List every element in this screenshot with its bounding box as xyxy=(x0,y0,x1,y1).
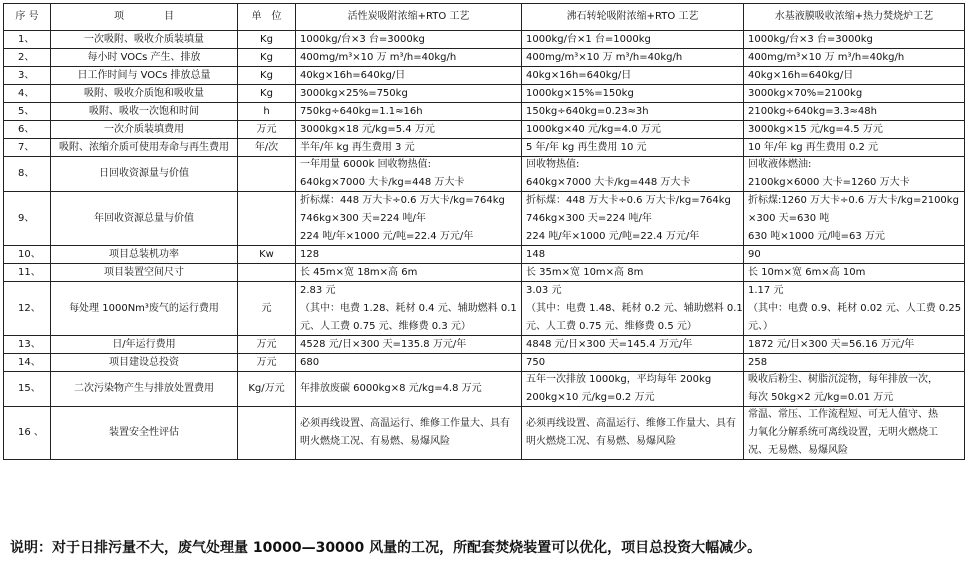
table-row xyxy=(4,246,965,264)
cell-line: 1000kg×15%=150kg xyxy=(526,87,634,99)
cell-activated-carbon-rto xyxy=(296,31,522,49)
row-unit: Kg xyxy=(238,85,296,103)
row-item: 每小时 VOCs 产生、排放 xyxy=(51,49,238,67)
row-unit xyxy=(238,192,296,246)
cell-line: 1000kg/台×1 台=1000kg xyxy=(526,33,651,45)
cell-line: 必须再线设置、高温运行、维修工作量大、具有 xyxy=(526,418,736,429)
row-unit: h xyxy=(238,103,296,121)
cell-water-membrane-incinerator xyxy=(744,139,965,157)
header-water-membrane-incinerator: 水基液膜吸收浓缩+热力焚烧炉工艺 xyxy=(744,4,965,31)
cell-line: 元、人工费 0.75 元、维修费 0.5 元） xyxy=(526,320,697,332)
cell-line: 折标煤：448 万大卡÷0.6 万大卡/kg=764kg xyxy=(300,194,505,206)
cell-line: 224 吨/年×1000 元/吨=22.4 万元/年 xyxy=(300,230,474,242)
row-item: 二次污染物产生与排放处置费用 xyxy=(51,372,238,407)
cell-activated-carbon-rto xyxy=(296,121,522,139)
cell-line: 750 xyxy=(526,356,546,368)
cell-activated-carbon-rto xyxy=(296,407,522,460)
cell-line: 元、） xyxy=(748,320,773,332)
cell-activated-carbon-rto xyxy=(296,67,522,85)
cell-zeolite-rotor-rto xyxy=(522,354,744,372)
cell-line: 1000kg/台×3 台=3000kg xyxy=(748,33,873,45)
cell-water-membrane-incinerator xyxy=(744,354,965,372)
cell-water-membrane-incinerator xyxy=(744,372,965,407)
cell-line: 258 xyxy=(748,356,768,368)
table-row xyxy=(4,264,965,282)
row-number: 11、 xyxy=(4,264,51,282)
cell-line: 40kg×16h=640kg/日 xyxy=(748,69,854,81)
explanatory-note: 说明：对于日排污量不大，废气处理量 10000—30000 风量的工况，所配套焚烧装置可以优化，项目总投资大幅减少。 xyxy=(10,540,762,556)
cell-line: 每次 50kg×2 元/kg=0.01 万元 xyxy=(748,392,894,403)
row-item: 吸附、吸收介质饱和吸收量 xyxy=(51,85,238,103)
cell-water-membrane-incinerator xyxy=(744,336,965,354)
table-header-row xyxy=(4,4,965,31)
row-item: 吸附、吸收一次饱和时间 xyxy=(51,103,238,121)
row-item: 项目总装机功率 xyxy=(51,246,238,264)
cell-line: 3.03 元 xyxy=(526,284,562,296)
cell-line: 元、人工费 0.75 元、维修费 0.3 元） xyxy=(300,320,471,332)
table-row xyxy=(4,282,965,336)
cell-line: 40kg×16h=640kg/日 xyxy=(300,69,406,81)
row-unit: 万元 xyxy=(238,354,296,372)
table-row xyxy=(4,121,965,139)
cell-line: （其中：电费 1.28、耗材 0.4 元、辅助燃料 0.1 xyxy=(300,302,517,314)
cell-water-membrane-incinerator xyxy=(744,246,965,264)
cell-line: 128 xyxy=(300,248,320,260)
table-row xyxy=(4,139,965,157)
cell-line: （其中：电费 0.9、耗材 0.02 元、人工费 0.25 xyxy=(748,302,962,314)
cell-water-membrane-incinerator xyxy=(744,103,965,121)
header-unit: 单 位 xyxy=(238,4,296,31)
row-number: 16 、 xyxy=(4,407,51,460)
cell-zeolite-rotor-rto xyxy=(522,407,744,460)
cell-activated-carbon-rto xyxy=(296,49,522,67)
cell-line: 3000kg×70%=2100kg xyxy=(748,87,863,99)
table-row xyxy=(4,85,965,103)
cell-line: 400mg/m³×10 万 m³/h=40kg/h xyxy=(300,51,457,63)
cell-line: 明火燃烧工况、有易燃、易爆风险 xyxy=(526,436,676,447)
header-zeolite-rotor-rto: 沸石转轮吸附浓缩+RTO 工艺 xyxy=(522,4,744,31)
cell-line: 半年/年 kg 再生费用 3 元 xyxy=(300,141,415,153)
cell-line: 3000kg×25%=750kg xyxy=(300,87,408,99)
cell-line: 630 吨×1000 元/吨=63 万元 xyxy=(748,230,885,242)
cell-water-membrane-incinerator xyxy=(744,282,965,336)
cell-line: 回收液体燃油: xyxy=(748,159,812,170)
cell-water-membrane-incinerator xyxy=(744,85,965,103)
cell-line: （其中：电费 1.48、耗材 0.2 元、辅助燃料 0.1 xyxy=(526,302,743,314)
header-activated-carbon-rto: 活性炭吸附浓缩+RTO 工艺 xyxy=(296,4,522,31)
cell-line: 4848 元/日×300 天=145.4 万元/年 xyxy=(526,338,693,350)
row-number: 12、 xyxy=(4,282,51,336)
row-number: 14、 xyxy=(4,354,51,372)
cell-zeolite-rotor-rto xyxy=(522,336,744,354)
cell-zeolite-rotor-rto xyxy=(522,246,744,264)
row-item: 日工作时间与 VOCs 排放总量 xyxy=(51,67,238,85)
cell-line: 5 年/年 kg 再生费用 10 元 xyxy=(526,141,647,153)
cell-zeolite-rotor-rto xyxy=(522,157,744,192)
cell-activated-carbon-rto xyxy=(296,372,522,407)
cell-line: 2100kg÷640kg=3.3≈48h xyxy=(748,105,877,117)
row-item: 一次吸附、吸收介质装填量 xyxy=(51,31,238,49)
row-item: 每处理 1000Nm³废气的运行费用 xyxy=(51,282,238,336)
row-number: 10、 xyxy=(4,246,51,264)
header-no: 序 号 xyxy=(4,4,51,31)
cell-line: 90 xyxy=(748,248,761,260)
table-row xyxy=(4,103,965,121)
cell-line: 400mg/m³×10 万 m³/h=40kg/h xyxy=(526,51,683,63)
cell-zeolite-rotor-rto xyxy=(522,103,744,121)
row-number: 15、 xyxy=(4,372,51,407)
cell-water-membrane-incinerator xyxy=(744,192,965,246)
cell-activated-carbon-rto xyxy=(296,139,522,157)
row-unit xyxy=(238,407,296,460)
row-number: 3、 xyxy=(4,67,51,85)
row-number: 9、 xyxy=(4,192,51,246)
cell-line: 224 吨/年×1000 元/吨=22.4 万元/年 xyxy=(526,230,700,242)
cell-line: 长 45m×宽 18m×高 6m xyxy=(300,266,418,278)
row-unit xyxy=(238,264,296,282)
cell-water-membrane-incinerator xyxy=(744,31,965,49)
cell-line: 2.83 元 xyxy=(300,284,336,296)
cell-line: 长 10m×宽 6m×高 10m xyxy=(748,266,866,278)
cell-zeolite-rotor-rto xyxy=(522,139,744,157)
cell-line: 3000kg×18 元/kg=5.4 万元 xyxy=(300,123,435,135)
table-row xyxy=(4,157,965,192)
row-unit: Kg xyxy=(238,67,296,85)
cell-line: 1.17 元 xyxy=(748,284,784,296)
row-number: 6、 xyxy=(4,121,51,139)
row-item: 吸附、浓缩介质可使用寿命与再生费用 xyxy=(51,139,238,157)
row-item: 年回收资源总量与价值 xyxy=(51,192,238,246)
cell-line: 回收物热值: xyxy=(526,159,580,170)
table-row xyxy=(4,67,965,85)
row-number: 7、 xyxy=(4,139,51,157)
cell-line: 常温、常压、工作流程短、可无人值守、热 xyxy=(748,409,938,420)
header-item: 项 目 xyxy=(51,4,238,31)
comparison-table xyxy=(3,3,965,460)
cell-line: 2100kg×6000 大卡=1260 万大卡 xyxy=(748,177,910,188)
cell-line: 750kg÷640kg=1.1≈16h xyxy=(300,105,423,117)
row-unit: Kg/万元 xyxy=(238,372,296,407)
cell-activated-carbon-rto xyxy=(296,282,522,336)
cell-line: 746kg×300 天=224 吨/年 xyxy=(526,212,652,224)
row-item: 日回收资源量与价值 xyxy=(51,157,238,192)
table-row xyxy=(4,31,965,49)
cell-zeolite-rotor-rto xyxy=(522,264,744,282)
cell-activated-carbon-rto xyxy=(296,192,522,246)
cell-line: 200kg×10 元/kg=0.2 万元 xyxy=(526,392,655,403)
cell-line: 640kg×7000 大卡/kg=448 万大卡 xyxy=(300,177,465,188)
cell-line: 4528 元/日×300 天=135.8 万元/年 xyxy=(300,338,467,350)
cell-zeolite-rotor-rto xyxy=(522,67,744,85)
table-row xyxy=(4,336,965,354)
cell-water-membrane-incinerator xyxy=(744,157,965,192)
cell-zeolite-rotor-rto xyxy=(522,121,744,139)
cell-activated-carbon-rto xyxy=(296,354,522,372)
cell-line: 746kg×300 天=224 吨/年 xyxy=(300,212,426,224)
cell-zeolite-rotor-rto xyxy=(522,85,744,103)
cell-line: 400mg/m³×10 万 m³/h=40kg/h xyxy=(748,51,905,63)
cell-activated-carbon-rto xyxy=(296,103,522,121)
row-number: 1、 xyxy=(4,31,51,49)
row-item: 项目装置空间尺寸 xyxy=(51,264,238,282)
row-unit: Kg xyxy=(238,31,296,49)
row-item: 项目建设总投资 xyxy=(51,354,238,372)
cell-activated-carbon-rto xyxy=(296,246,522,264)
row-unit: Kw xyxy=(238,246,296,264)
cell-line: 148 xyxy=(526,248,546,260)
cell-activated-carbon-rto xyxy=(296,264,522,282)
row-item: 日/年运行费用 xyxy=(51,336,238,354)
row-unit: 万元 xyxy=(238,336,296,354)
cell-water-membrane-incinerator xyxy=(744,264,965,282)
cell-line: 力氧化分解系统可离线设置，无明火燃烧工 xyxy=(748,427,938,438)
row-number: 5、 xyxy=(4,103,51,121)
cell-line: 10 年/年 kg 再生费用 0.2 元 xyxy=(748,141,879,153)
cell-line: 1872 元/日×300 天=56.16 万元/年 xyxy=(748,338,915,350)
cell-activated-carbon-rto xyxy=(296,157,522,192)
row-number: 2、 xyxy=(4,49,51,67)
row-unit xyxy=(238,157,296,192)
row-number: 13、 xyxy=(4,336,51,354)
table-row xyxy=(4,407,965,460)
cell-water-membrane-incinerator xyxy=(744,121,965,139)
cell-line: 40kg×16h=640kg/日 xyxy=(526,69,632,81)
row-number: 4、 xyxy=(4,85,51,103)
table-row xyxy=(4,49,965,67)
cell-line: 640kg×7000 大卡/kg=448 万大卡 xyxy=(526,177,691,188)
cell-zeolite-rotor-rto xyxy=(522,49,744,67)
cell-zeolite-rotor-rto xyxy=(522,31,744,49)
table-row xyxy=(4,354,965,372)
cell-line: 1000kg×40 元/kg=4.0 万元 xyxy=(526,123,661,135)
cell-line: 折标煤:1260 万大卡÷0.6 万大卡/kg=2100kg xyxy=(748,194,959,206)
cell-zeolite-rotor-rto xyxy=(522,372,744,407)
row-number: 8、 xyxy=(4,157,51,192)
cell-line: 五年一次排放 1000kg，平均每年 200kg xyxy=(526,374,712,385)
row-item: 装置安全性评估 xyxy=(51,407,238,460)
cell-line: 3000kg×15 元/kg=4.5 万元 xyxy=(748,123,883,135)
row-unit: 年/次 xyxy=(238,139,296,157)
cell-water-membrane-incinerator xyxy=(744,67,965,85)
cell-activated-carbon-rto xyxy=(296,336,522,354)
cell-line: 必须再线设置、高温运行、维修工作量大、具有 xyxy=(300,418,510,429)
row-unit: 万元 xyxy=(238,121,296,139)
row-item: 一次介质装填费用 xyxy=(51,121,238,139)
cell-line: 吸收后粉尘、树脂沉淀物，每年排放一次， xyxy=(748,374,938,385)
cell-line: 150kg÷640kg=0.23≈3h xyxy=(526,105,649,117)
table-row xyxy=(4,192,965,246)
cell-line: ×300 天=630 吨 xyxy=(748,212,830,224)
cell-water-membrane-incinerator xyxy=(744,407,965,460)
cell-water-membrane-incinerator xyxy=(744,49,965,67)
cell-line: 折标煤：448 万大卡÷0.6 万大卡/kg=764kg xyxy=(526,194,731,206)
cell-zeolite-rotor-rto xyxy=(522,282,744,336)
cell-line: 680 xyxy=(300,356,320,368)
table-row xyxy=(4,372,965,407)
row-unit: Kg xyxy=(238,49,296,67)
cell-activated-carbon-rto xyxy=(296,85,522,103)
cell-line: 长 35m×宽 10m×高 8m xyxy=(526,266,644,278)
cell-line: 年排放废碳 6000kg×8 元/kg=4.8 万元 xyxy=(300,383,482,394)
cell-line: 明火燃烧工况、有易燃、易爆风险 xyxy=(300,436,450,447)
row-unit: 元 xyxy=(238,282,296,336)
cell-zeolite-rotor-rto xyxy=(522,192,744,246)
cell-line: 一年用量 6000k 回收物热值: xyxy=(300,159,431,170)
cell-line: 况、无易燃、易爆风险 xyxy=(748,445,848,456)
cell-line: 1000kg/台×3 台=3000kg xyxy=(300,33,425,45)
